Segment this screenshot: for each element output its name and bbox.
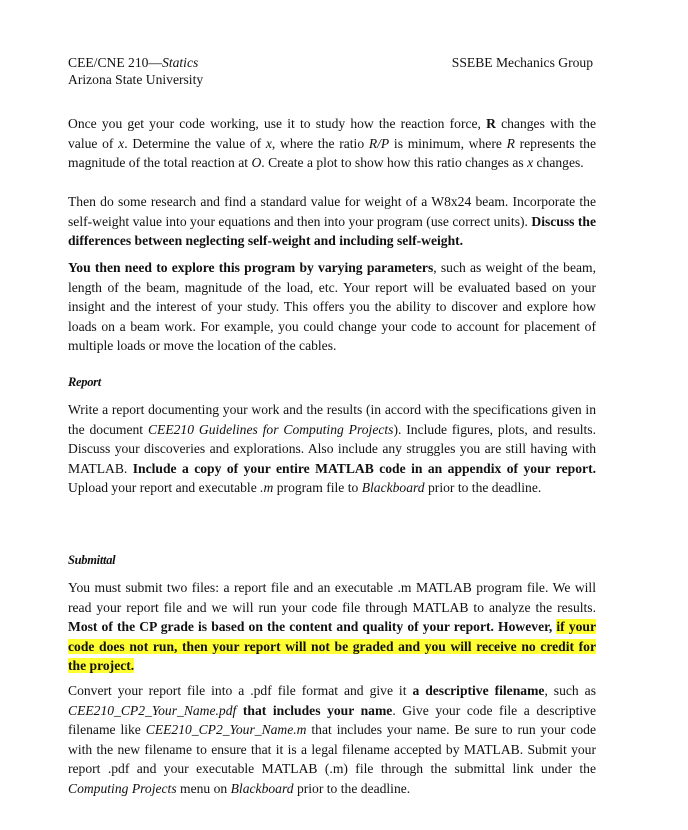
paragraph-explore: You then need to explore this program by varying parameters, such as weight of the beam, length of the beam, magnitude of the load, etc. Your report will be evaluated based on your insight and the interest of your study. This offers you the ability to discover and explore how loads on a beam work. For example, you could change your code to account for placement of multiple loads or move the location of the cables. [68,260,596,353]
paragraph-reaction-study: Once you get your code working, use it to study how the reaction force, R changes with the value of x. Determine the value of x, where the ratio R/P is minimum, where R represents the magnitude of the total reaction at O. Create a plot to show how this ratio changes as x changes. [68,116,597,170]
paragraph-self-weight: Then do some research and find a standard value for weight of a W8x24 beam. Incorporate the self-weight value into your equations and then into your program (use correct units). Discuss the differences between neglecting self-weight and including self-weight. [68,194,596,248]
highlighted-warning: if your code does not run, then your report will not be graded and you will receive no credit for the project. [68,619,597,673]
paragraph-report: Write a report documenting your work and the results (in accord with the specifications given in the document CEE210 Guidelines for Computing Projects). Include figures, plots, and results. Discuss your discoveries and explorations. Also include any struggles you are still having with MATLAB. Include a copy of your entire MATLAB code in an appendix of your report. Upload your report and executable .m program file to Blackboard prior to the deadline. [68,402,596,495]
header-right: SSEBE Mechanics Group [451,55,593,70]
paragraph-submit-files: You must submit two files: a report file and an executable .m MATLAB program file. We will read your report file and we will run your code file through MATLAB to analyze the results. Most of the CP grade is based on the content and quality of your report. However, if your code does not run, then your report will not be graded and you will receive no credit for the project. [68,580,597,673]
course-prefix: CEE/CNE 210— [68,55,163,70]
report-heading: Report [68,375,101,389]
submittal-heading: Submittal [68,553,116,567]
paragraph-convert: Convert your report file into a .pdf file format and give it a descriptive filename, such as CEE210_CP2_Your_Name.pdf that includes your name. Give your code file a descriptive filename like CEE210_CP2_Your_Name.m that includes your name. Be sure to run your code with the new filename to ensure that it is a legal filename accepted by MATLAB. Submit your report .pdf and your executable MATLAB (.m) file through the submittal link under the Computing Projects menu on Blackboard prior to the deadline. [68,683,597,796]
course-title: Statics [162,55,199,70]
university: Arizona State University [68,72,204,87]
header-left [68,54,203,88]
